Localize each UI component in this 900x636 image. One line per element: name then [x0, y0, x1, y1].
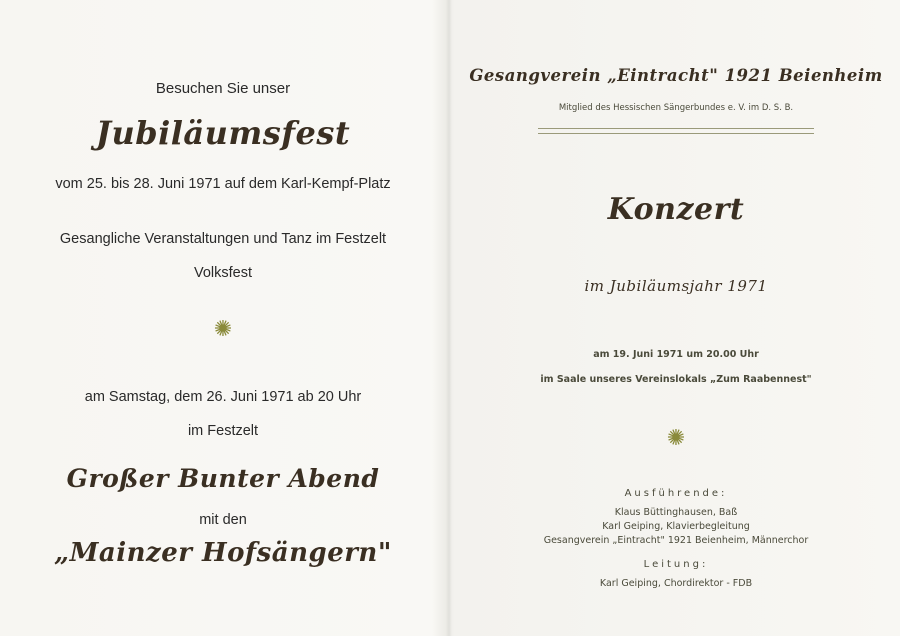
volksfest-label: Volksfest — [193, 265, 253, 281]
concert-date: am 19. Juni 1971 um 20.00 Uhr — [593, 349, 759, 360]
star-ornament-icon: ✺ — [666, 425, 686, 450]
right-page — [452, 0, 900, 636]
leader-line: Karl Geiping, Chordirektor - FDB — [599, 578, 753, 589]
fest-dates: vom 25. bis 28. Juni 1971 auf dem Karl-Kempf-Platz — [55, 176, 391, 192]
singers-title: „Mainzer Hofsängern" — [54, 538, 392, 568]
concert-venue: im Saale unseres Vereinslokals „Zum Raabennest" — [540, 374, 812, 385]
divider-rule-bottom — [538, 133, 814, 134]
saturday-text: am Samstag, dem 26. Juni 1971 ab 20 Uhr — [84, 389, 362, 405]
member-line: Mitglied des Hessischen Sängerbundes e. V. im D. S. B. — [558, 103, 794, 113]
performer-1: Klaus Büttinghausen, Baß — [614, 507, 738, 518]
performer-2: Karl Geiping, Klavierbegleitung — [602, 521, 750, 532]
performers-heading: Ausführende: — [624, 488, 728, 499]
performer-3: Gesangverein „Eintracht" 1921 Beienheim, Männerchor — [543, 535, 809, 546]
star-ornament-icon: ✺ — [213, 316, 233, 341]
festzelt-text: im Festzelt — [187, 423, 259, 439]
fest-events: Gesangliche Veranstaltungen und Tanz im Festzelt — [59, 231, 387, 247]
club-name: Gesangverein „Eintracht" 1921 Beienheim — [469, 66, 883, 85]
fest-title: Jubiläumsfest — [95, 114, 351, 152]
leadership-heading: Leitung: — [643, 559, 709, 570]
jubilee-year: im Jubiläumsjahr 1971 — [584, 277, 768, 295]
evening-title: Großer Bunter Abend — [66, 464, 380, 493]
mit-den-text: mit den — [199, 512, 247, 528]
concert-title: Konzert — [607, 192, 745, 227]
invite-text: Besuchen Sie unser — [155, 80, 291, 97]
left-page — [0, 0, 446, 636]
divider-rule-top — [538, 128, 814, 129]
